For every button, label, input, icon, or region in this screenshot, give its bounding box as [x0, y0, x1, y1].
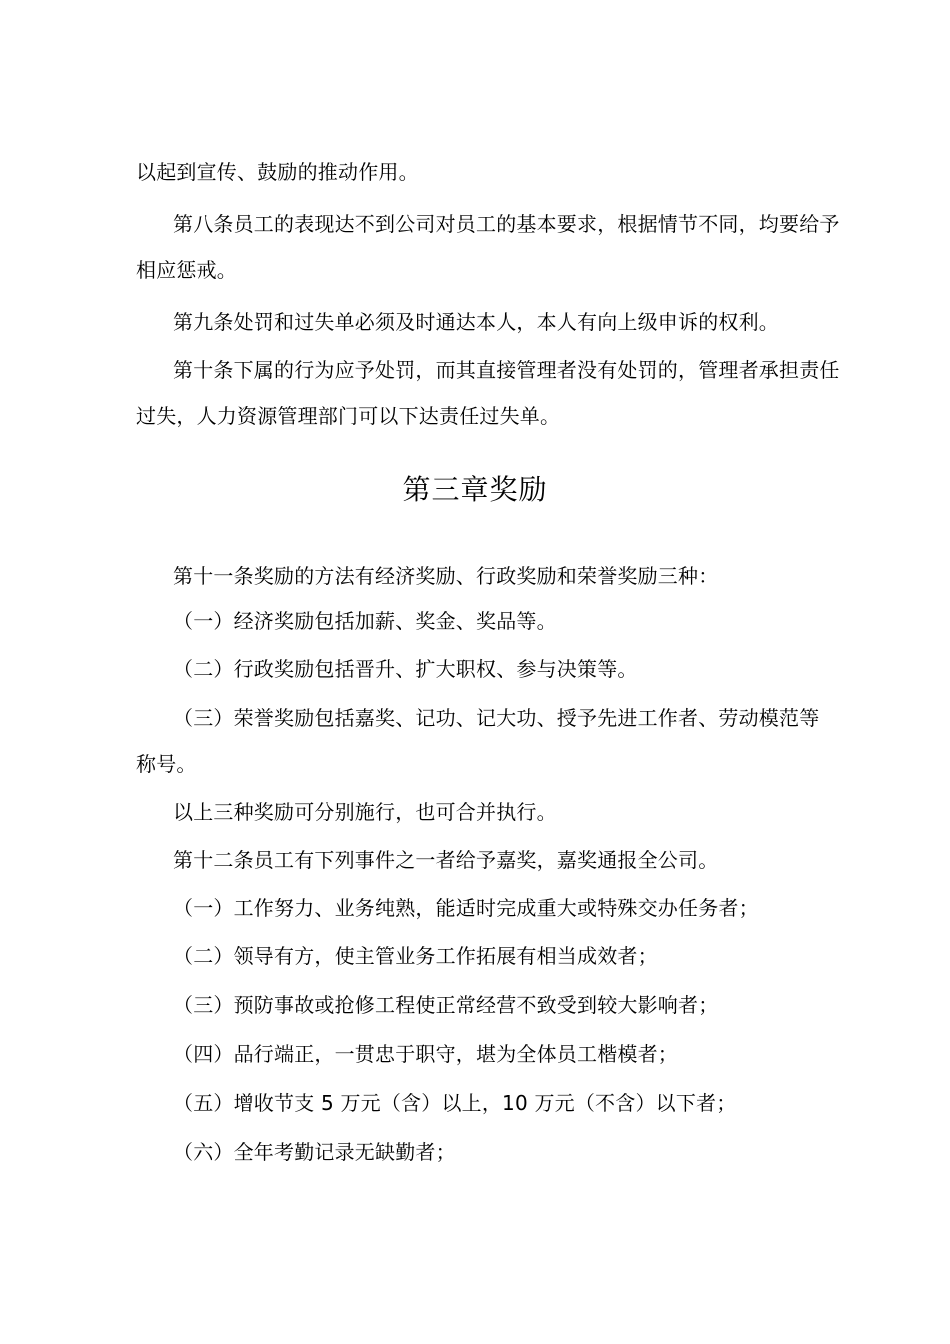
- chapter-title: 第三章奖励: [402, 473, 548, 506]
- article-8-line-2: 相应惩戒。: [136, 258, 237, 282]
- article-10-line-1: 第十条下属的行为应予处罚，而其直接管理者没有处罚的，管理者承担责任: [173, 358, 840, 382]
- paragraph-line: 以起到宣传、鼓励的推动作用。: [136, 160, 419, 184]
- article-9-line: 第九条处罚和过失单必须及时通达本人，本人有向上级申诉的权利。: [173, 310, 779, 334]
- list-item: （六）全年考勤记录无缺勤者；: [173, 1140, 456, 1164]
- list-item: （二）领导有方，使主管业务工作拓展有相当成效者；: [173, 944, 658, 968]
- article-8-line-1: 第八条员工的表现达不到公司对员工的基本要求，根据情节不同，均要给予: [173, 212, 840, 236]
- article-12-line: 第十二条员工有下列事件之一者给予嘉奖，嘉奖通报全公司。: [173, 848, 719, 872]
- list-item: （五）增收节支 5 万元（含）以上，10 万元（不含）以下者；: [173, 1091, 737, 1115]
- list-item: （一）经济奖励包括加薪、奖金、奖品等。: [173, 609, 557, 633]
- article-10-line-2: 过失，人力资源管理部门可以下达责任过失单。: [136, 404, 561, 428]
- list-item: （四）品行端正，一贯忠于职守，堪为全体员工楷模者；: [173, 1042, 678, 1066]
- list-item: （三）预防事故或抢修工程使正常经营不致受到较大影响者；: [173, 993, 719, 1017]
- paragraph-line: 以上三种奖励可分别施行，也可合并执行。: [173, 800, 557, 824]
- list-item: （二）行政奖励包括晋升、扩大职权、参与决策等。: [173, 657, 638, 681]
- list-item: （一）工作努力、业务纯熟，能适时完成重大或特殊交办任务者；: [173, 896, 759, 920]
- article-11-line: 第十一条奖励的方法有经济奖励、行政奖励和荣誉奖励三种：: [173, 564, 719, 588]
- list-item-continuation: 称号。: [136, 752, 197, 776]
- list-item: （三）荣誉奖励包括嘉奖、记功、记大功、授予先进工作者、劳动模范等: [173, 706, 820, 730]
